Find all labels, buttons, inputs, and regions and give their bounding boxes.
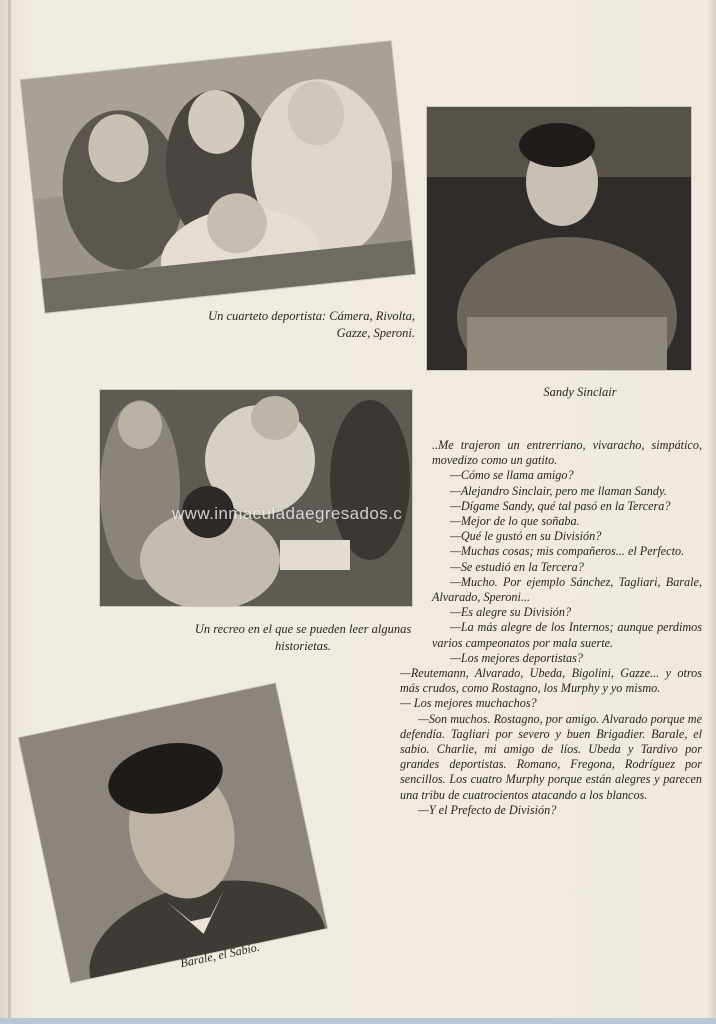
caption-sports-quartet: Un cuarteto deportista: Cámera, Rivolta, Gazze, Speroni. <box>208 309 415 340</box>
article-line: —Qué le gustó en su División? <box>450 529 602 544</box>
article-line: — Los mejores muchachos? <box>400 696 537 711</box>
article-line: —Muchas cosas; mis compañeros... el Perfecto. <box>450 544 685 559</box>
article-line: —Se estudió en la Tercera? <box>450 559 584 574</box>
article-line: ..Me trajeron un entrerriano, vivaracho, simpático, movedizo como un gatito. <box>432 438 702 468</box>
article-line: —Mejor de lo que soñaba. <box>450 514 580 529</box>
photo-barale <box>19 683 327 982</box>
caption-barale: Barale, el Sabio. <box>178 939 261 971</box>
page-spine-shadow <box>8 0 11 1024</box>
article-line: —Mucho. Por ejemplo Sánchez, Tagliari, Barale, Alvarado, Speroni... <box>432 574 702 605</box>
photo-sports-quartet <box>21 41 415 313</box>
caption-sandy-sinclair: Sandy Sinclair <box>543 385 617 399</box>
article-line: —Reutemann, Alvarado, Ubeda, Bigolini, Gazze... y otros más crudos, como Rostagno, los Murphy y yo mismo. <box>400 666 702 696</box>
article-line: —Alejandro Sinclair, pero me llaman Sandy. <box>450 483 667 498</box>
caption-recess-reading: Un recreo en el que se pueden leer algunas historietas. <box>194 622 412 653</box>
photo-sandy-sinclair <box>427 107 691 370</box>
article-line: —Son muchos. Rostagno, por amigo. Alvarado porque me defendía. Tagliari por severo y buen Brigadier. Barale, el sabio. Charlie, mi amigo de líos. Ubeda y Tardivo por grandes deportistas. Romano, Fregona, Rodríguez por sencillos. Los cuatro Murphy porque están alegres y parecen una tribu de cuatrocientos atacando a los blancos. <box>400 711 702 802</box>
article-line: —Dígame Sandy, qué tal pasó en la Tercera? <box>450 498 671 513</box>
interview-article <box>400 438 702 818</box>
page-edge-shadow <box>708 0 716 1024</box>
article-line: —La más alegre de los Internos; aunque perdimos varios campeonatos por mala suerte. <box>432 620 702 650</box>
article-line: —Es alegre su División? <box>450 605 572 620</box>
photo-recess-reading <box>100 390 412 606</box>
article-line: —Y el Prefecto de División? <box>418 802 557 817</box>
article-line: —Los mejores deportistas? <box>450 650 583 665</box>
watermark-text: www.inmaculadaegresados.c <box>172 504 403 523</box>
article-line: —Cómo se llama amigo? <box>450 468 574 483</box>
scan-bottom-strip <box>0 1018 716 1024</box>
